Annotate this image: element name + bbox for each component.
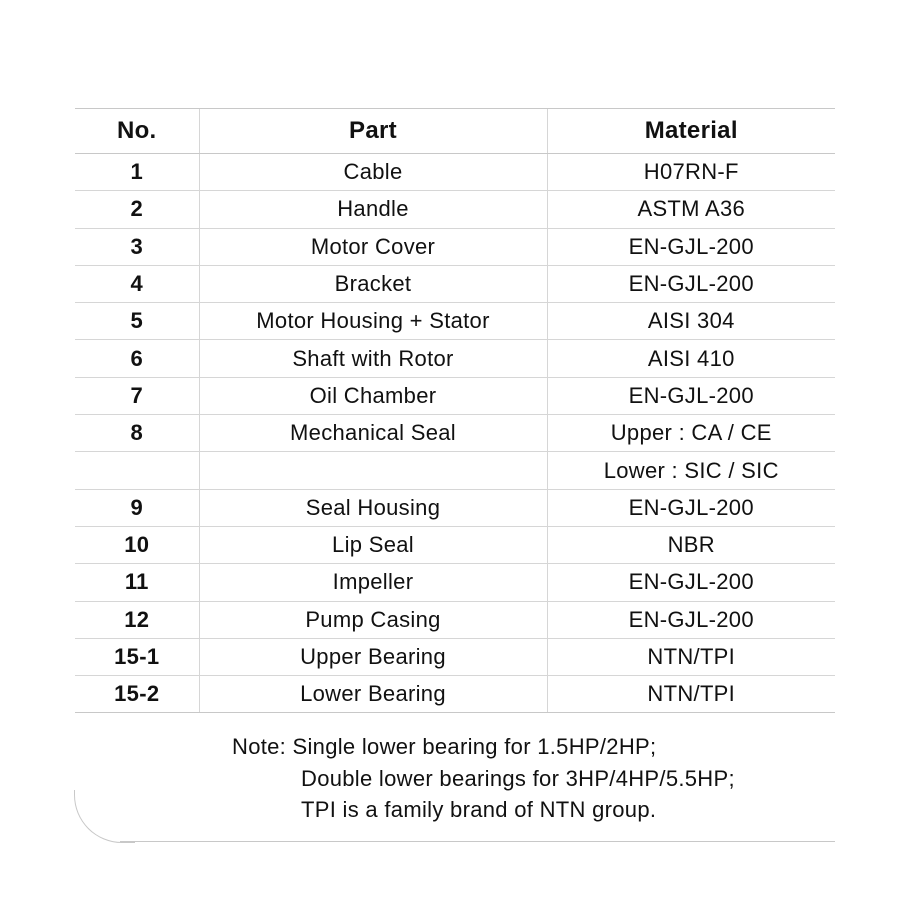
cell-part: Motor Housing + Stator xyxy=(199,303,547,340)
rounded-corner-border xyxy=(74,790,135,843)
cell-material: NTN/TPI xyxy=(547,676,835,713)
cell-part: Mechanical Seal xyxy=(199,415,547,452)
table-row xyxy=(75,265,835,302)
header-part: Part xyxy=(199,109,547,154)
table-row xyxy=(75,228,835,265)
table-row xyxy=(75,154,835,191)
header-no: No. xyxy=(75,109,199,154)
cell-part: Cable xyxy=(199,154,547,191)
cell-material: Lower : SIC / SIC xyxy=(547,452,835,489)
cell-no: 4 xyxy=(75,265,199,302)
cell-part: Lip Seal xyxy=(199,526,547,563)
table-row xyxy=(75,601,835,638)
cell-no: 7 xyxy=(75,377,199,414)
cell-no: 10 xyxy=(75,526,199,563)
cell-part: Oil Chamber xyxy=(199,377,547,414)
cell-no: 15-1 xyxy=(75,638,199,675)
table-row xyxy=(75,526,835,563)
cell-material: H07RN-F xyxy=(547,154,835,191)
cell-part: Upper Bearing xyxy=(199,638,547,675)
note-line-1: Note: Single lower bearing for 1.5HP/2HP; xyxy=(232,734,657,759)
cell-material: EN-GJL-200 xyxy=(547,228,835,265)
cell-material: AISI 304 xyxy=(547,303,835,340)
cell-no xyxy=(75,452,199,489)
table-row xyxy=(75,638,835,675)
table-row xyxy=(75,303,835,340)
parts-table-container xyxy=(75,108,835,713)
table-row xyxy=(75,489,835,526)
cell-material: EN-GJL-200 xyxy=(547,601,835,638)
cell-part xyxy=(199,452,547,489)
cell-no: 15-2 xyxy=(75,676,199,713)
table-row xyxy=(75,452,835,489)
cell-material: Upper : CA / CE xyxy=(547,415,835,452)
cell-material: EN-GJL-200 xyxy=(547,489,835,526)
bottom-divider xyxy=(120,841,835,842)
table-row xyxy=(75,191,835,228)
table-row xyxy=(75,340,835,377)
cell-part: Seal Housing xyxy=(199,489,547,526)
cell-part: Handle xyxy=(199,191,547,228)
cell-material: EN-GJL-200 xyxy=(547,564,835,601)
table-row xyxy=(75,377,835,414)
cell-part: Impeller xyxy=(199,564,547,601)
header-material: Material xyxy=(547,109,835,154)
cell-material: EN-GJL-200 xyxy=(547,265,835,302)
note-line-2: Double lower bearings for 3HP/4HP/5.5HP; xyxy=(301,765,735,791)
table-row xyxy=(75,676,835,713)
cell-no: 1 xyxy=(75,154,199,191)
parts-material-table xyxy=(75,108,835,713)
cell-part: Shaft with Rotor xyxy=(199,340,547,377)
cell-no: 2 xyxy=(75,191,199,228)
cell-no: 9 xyxy=(75,489,199,526)
cell-no: 8 xyxy=(75,415,199,452)
table-row xyxy=(75,415,835,452)
cell-no: 5 xyxy=(75,303,199,340)
cell-part: Pump Casing xyxy=(199,601,547,638)
cell-part: Bracket xyxy=(199,265,547,302)
cell-no: 11 xyxy=(75,564,199,601)
cell-no: 12 xyxy=(75,601,199,638)
cell-no: 3 xyxy=(75,228,199,265)
cell-part: Motor Cover xyxy=(199,228,547,265)
table-header-row xyxy=(75,109,835,154)
note-line-3: TPI is a family brand of NTN group. xyxy=(301,797,657,822)
cell-material: ASTM A36 xyxy=(547,191,835,228)
cell-no: 6 xyxy=(75,340,199,377)
cell-material: EN-GJL-200 xyxy=(547,377,835,414)
cell-material: NBR xyxy=(547,526,835,563)
cell-material: NTN/TPI xyxy=(547,638,835,675)
cell-material: AISI 410 xyxy=(547,340,835,377)
bearing-note xyxy=(232,731,735,826)
table-row xyxy=(75,564,835,601)
cell-part: Lower Bearing xyxy=(199,676,547,713)
